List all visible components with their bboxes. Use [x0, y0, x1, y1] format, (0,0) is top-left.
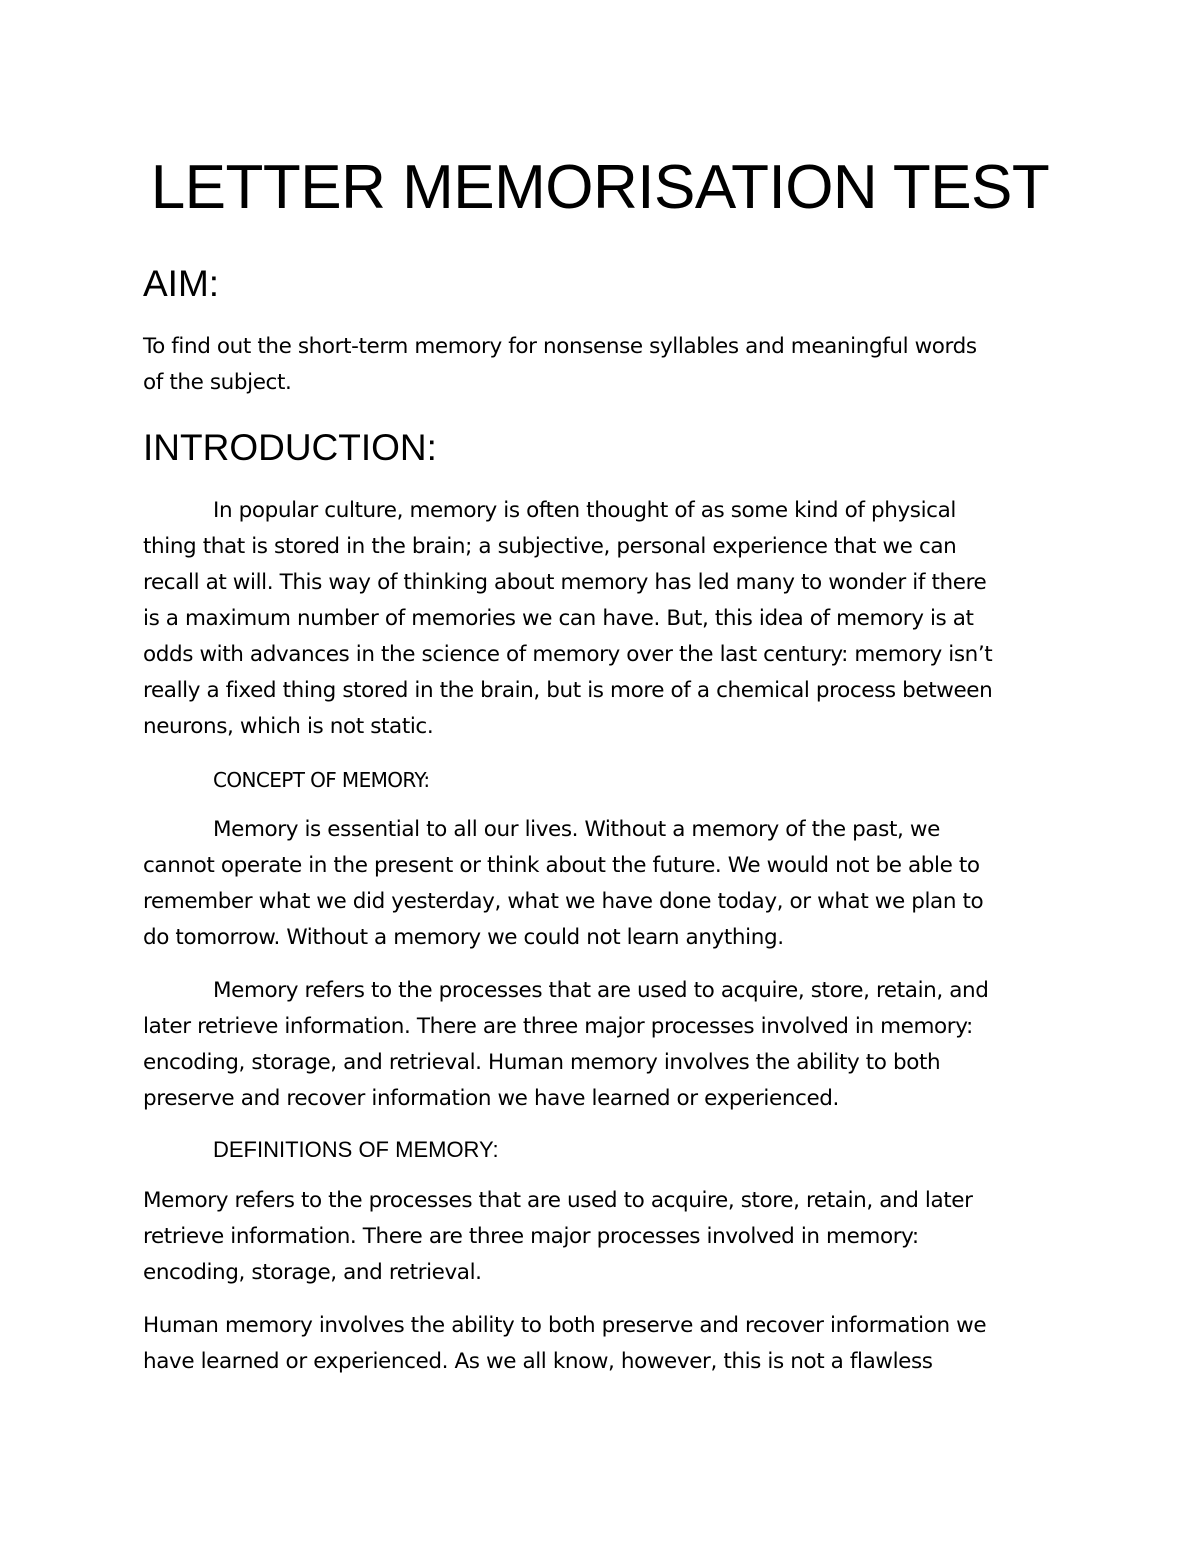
definitions-of-memory-heading: DEFINITIONS OF MEMORY: [213, 1137, 499, 1162]
paragraph-line: encoding, storage, and retrieval. Human memory involves the ability to both [143, 1050, 941, 1075]
aim-paragraph [143, 329, 1063, 401]
paragraph-line: Memory refers to the processes that are used to acquire, store, retain, and [213, 978, 989, 1003]
paragraph-line: do tomorrow. Without a memory we could not learn anything. [143, 925, 784, 950]
introduction-paragraph-5 [143, 1308, 1063, 1380]
paragraph-line: Memory refers to the processes that are used to acquire, store, retain, and later [143, 1188, 973, 1213]
paragraph-line: cannot operate in the present or think about the future. We would not be able to [143, 853, 980, 878]
aim-line: of the subject. [143, 370, 292, 395]
introduction-paragraph-3 [143, 973, 1063, 1117]
paragraph-line: retrieve information. There are three major processes involved in memory: [143, 1224, 919, 1249]
paragraph-line: have learned or experienced. As we all know, however, this is not a flawless [143, 1349, 933, 1374]
introduction-heading: INTRODUCTION: [143, 427, 437, 468]
paragraph-line: In popular culture, memory is often thought of as some kind of physical [213, 498, 956, 523]
paragraph-line: neurons, which is not static. [143, 714, 434, 739]
aim-line: To find out the short-term memory for nonsense syllables and meaningful words [143, 334, 977, 359]
paragraph-line: thing that is stored in the brain; a subjective, personal experience that we can [143, 534, 957, 559]
paragraph-line: Human memory involves the ability to both preserve and recover information we [143, 1313, 987, 1338]
paragraph-line: preserve and recover information we have learned or experienced. [143, 1086, 839, 1111]
paragraph-line: encoding, storage, and retrieval. [143, 1260, 482, 1285]
paragraph-line: Memory is essential to all our lives. Without a memory of the past, we [213, 817, 940, 842]
introduction-paragraph-1 [143, 493, 1063, 745]
paragraph-line: odds with advances in the science of memory over the last century: memory isn’t [143, 642, 993, 667]
concept-of-memory-heading: CONCEPT OF MEMORY: [213, 768, 430, 792]
paragraph-line: remember what we did yesterday, what we have done today, or what we plan to [143, 889, 984, 914]
paragraph-line: later retrieve information. There are three major processes involved in memory: [143, 1014, 973, 1039]
introduction-paragraph-2 [143, 812, 1063, 956]
paragraph-line: recall at will. This way of thinking about memory has led many to wonder if there [143, 570, 987, 595]
introduction-paragraph-4 [143, 1183, 1063, 1291]
aim-heading: AIM: [143, 263, 220, 304]
paragraph-line: is a maximum number of memories we can have. But, this idea of memory is at [143, 606, 974, 631]
document-title: LETTER MEMORISATION TEST [150, 153, 1050, 222]
paragraph-line: really a fixed thing stored in the brain, but is more of a chemical process between [143, 678, 993, 703]
